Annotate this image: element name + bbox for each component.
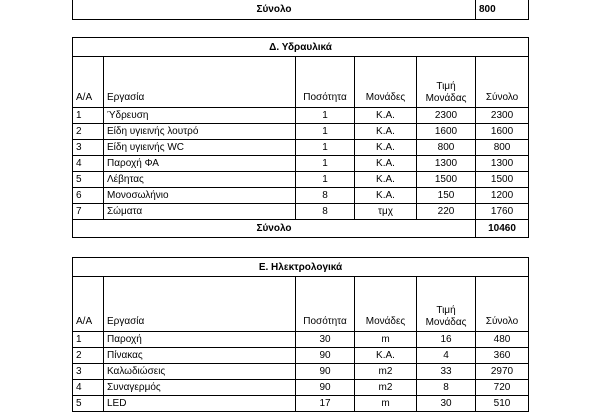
row-units: Κ.Α. — [355, 172, 417, 188]
row-unit-price: 2300 — [417, 108, 476, 124]
row-unit-price: 4 — [417, 348, 476, 364]
row-quantity: 90 — [296, 380, 355, 396]
row-work: LED — [104, 396, 296, 412]
row-quantity: 1 — [296, 108, 355, 124]
col-price-line2: Μονάδας — [425, 93, 467, 104]
row-total: 1300 — [476, 156, 529, 172]
col-price — [417, 277, 476, 332]
table-row — [73, 364, 529, 380]
row-number: 2 — [73, 124, 104, 140]
electrical-table — [72, 257, 529, 412]
row-unit-price: 800 — [417, 140, 476, 156]
row-quantity: 17 — [296, 396, 355, 412]
row-quantity: 90 — [296, 348, 355, 364]
table-row — [73, 380, 529, 396]
top-total-label: Σύνολο — [73, 0, 476, 20]
row-work: Καλωδιώσεις — [104, 364, 296, 380]
table-row — [73, 332, 529, 348]
row-units: Κ.Α. — [355, 156, 417, 172]
plumbing-title-row — [73, 38, 529, 57]
row-number: 5 — [73, 172, 104, 188]
plumbing-header-row — [73, 57, 529, 108]
row-unit-price: 150 — [417, 188, 476, 204]
row-unit-price: 8 — [417, 380, 476, 396]
col-aa: Α/Α — [73, 277, 104, 332]
table-row — [73, 140, 529, 156]
row-unit-price: 30 — [417, 396, 476, 412]
plumbing-total-label: Σύνολο — [73, 220, 476, 238]
col-price-line2: Μονάδας — [425, 317, 467, 328]
row-units: Κ.Α. — [355, 188, 417, 204]
row-unit-price: 1500 — [417, 172, 476, 188]
row-unit-price: 1600 — [417, 124, 476, 140]
row-total: 1600 — [476, 124, 529, 140]
top-total-row — [73, 0, 529, 20]
col-qty: Ποσότητα — [296, 277, 355, 332]
row-work: Λέβητας — [104, 172, 296, 188]
row-units: τμχ — [355, 204, 417, 220]
col-price-line1: Τιμή — [436, 81, 456, 92]
row-quantity: 90 — [296, 364, 355, 380]
row-unit-price: 16 — [417, 332, 476, 348]
row-units: m — [355, 396, 417, 412]
row-units: m — [355, 332, 417, 348]
row-total: 360 — [476, 348, 529, 364]
row-unit-price: 1300 — [417, 156, 476, 172]
row-number: 4 — [73, 156, 104, 172]
row-work: Παροχή — [104, 332, 296, 348]
row-units: Κ.Α. — [355, 140, 417, 156]
electrical-title-row — [73, 258, 529, 277]
row-work: Μονοσωλήνιο — [104, 188, 296, 204]
row-quantity: 1 — [296, 172, 355, 188]
row-number: 6 — [73, 188, 104, 204]
row-total: 1760 — [476, 204, 529, 220]
col-units: Μονάδες — [355, 277, 417, 332]
row-total: 1500 — [476, 172, 529, 188]
row-quantity: 1 — [296, 140, 355, 156]
table-row — [73, 108, 529, 124]
top-total-table — [72, 0, 529, 20]
col-total: Σύνολο — [476, 277, 529, 332]
row-units: Κ.Α. — [355, 124, 417, 140]
row-units: m2 — [355, 380, 417, 396]
col-qty: Ποσότητα — [296, 57, 355, 108]
row-units: Κ.Α. — [355, 348, 417, 364]
row-total: 720 — [476, 380, 529, 396]
row-quantity: 1 — [296, 124, 355, 140]
top-total-value: 800 — [476, 0, 529, 20]
row-total: 2970 — [476, 364, 529, 380]
table-row — [73, 396, 529, 412]
row-unit-price: 33 — [417, 364, 476, 380]
table-row — [73, 348, 529, 364]
table-row — [73, 124, 529, 140]
col-total: Σύνολο — [476, 57, 529, 108]
col-work: Εργασία — [104, 57, 296, 108]
table-row — [73, 204, 529, 220]
row-total: 480 — [476, 332, 529, 348]
table-row — [73, 188, 529, 204]
row-work: Σώματα — [104, 204, 296, 220]
row-work: Είδη υγιεινής WC — [104, 140, 296, 156]
row-total: 800 — [476, 140, 529, 156]
col-aa: Α/Α — [73, 57, 104, 108]
row-units: Κ.Α. — [355, 108, 417, 124]
row-number: 1 — [73, 108, 104, 124]
row-number: 3 — [73, 140, 104, 156]
row-quantity: 8 — [296, 188, 355, 204]
row-work: Είδη υγιεινής λουτρό — [104, 124, 296, 140]
plumbing-total-row — [73, 220, 529, 238]
col-work: Εργασία — [104, 277, 296, 332]
row-total: 1200 — [476, 188, 529, 204]
row-work: Πίνακας — [104, 348, 296, 364]
col-price-line1: Τιμή — [436, 305, 456, 316]
row-number: 1 — [73, 332, 104, 348]
row-total: 510 — [476, 396, 529, 412]
row-quantity: 30 — [296, 332, 355, 348]
row-number: 4 — [73, 380, 104, 396]
electrical-header-row — [73, 277, 529, 332]
row-work: Συναγερμός — [104, 380, 296, 396]
plumbing-table — [72, 37, 529, 238]
table-row — [73, 156, 529, 172]
row-number: 7 — [73, 204, 104, 220]
row-quantity: 1 — [296, 156, 355, 172]
col-price — [417, 57, 476, 108]
row-units: m2 — [355, 364, 417, 380]
row-number: 2 — [73, 348, 104, 364]
row-total: 2300 — [476, 108, 529, 124]
row-number: 5 — [73, 396, 104, 412]
col-units: Μονάδες — [355, 57, 417, 108]
row-number: 3 — [73, 364, 104, 380]
plumbing-title: Δ. Υδραυλικά — [73, 38, 529, 57]
electrical-title: Ε. Ηλεκτρολογικά — [73, 258, 529, 277]
row-work: Ύδρευση — [104, 108, 296, 124]
plumbing-total-value: 10460 — [476, 220, 529, 238]
table-row — [73, 172, 529, 188]
row-unit-price: 220 — [417, 204, 476, 220]
row-quantity: 8 — [296, 204, 355, 220]
row-work: Παροχή ΦΑ — [104, 156, 296, 172]
